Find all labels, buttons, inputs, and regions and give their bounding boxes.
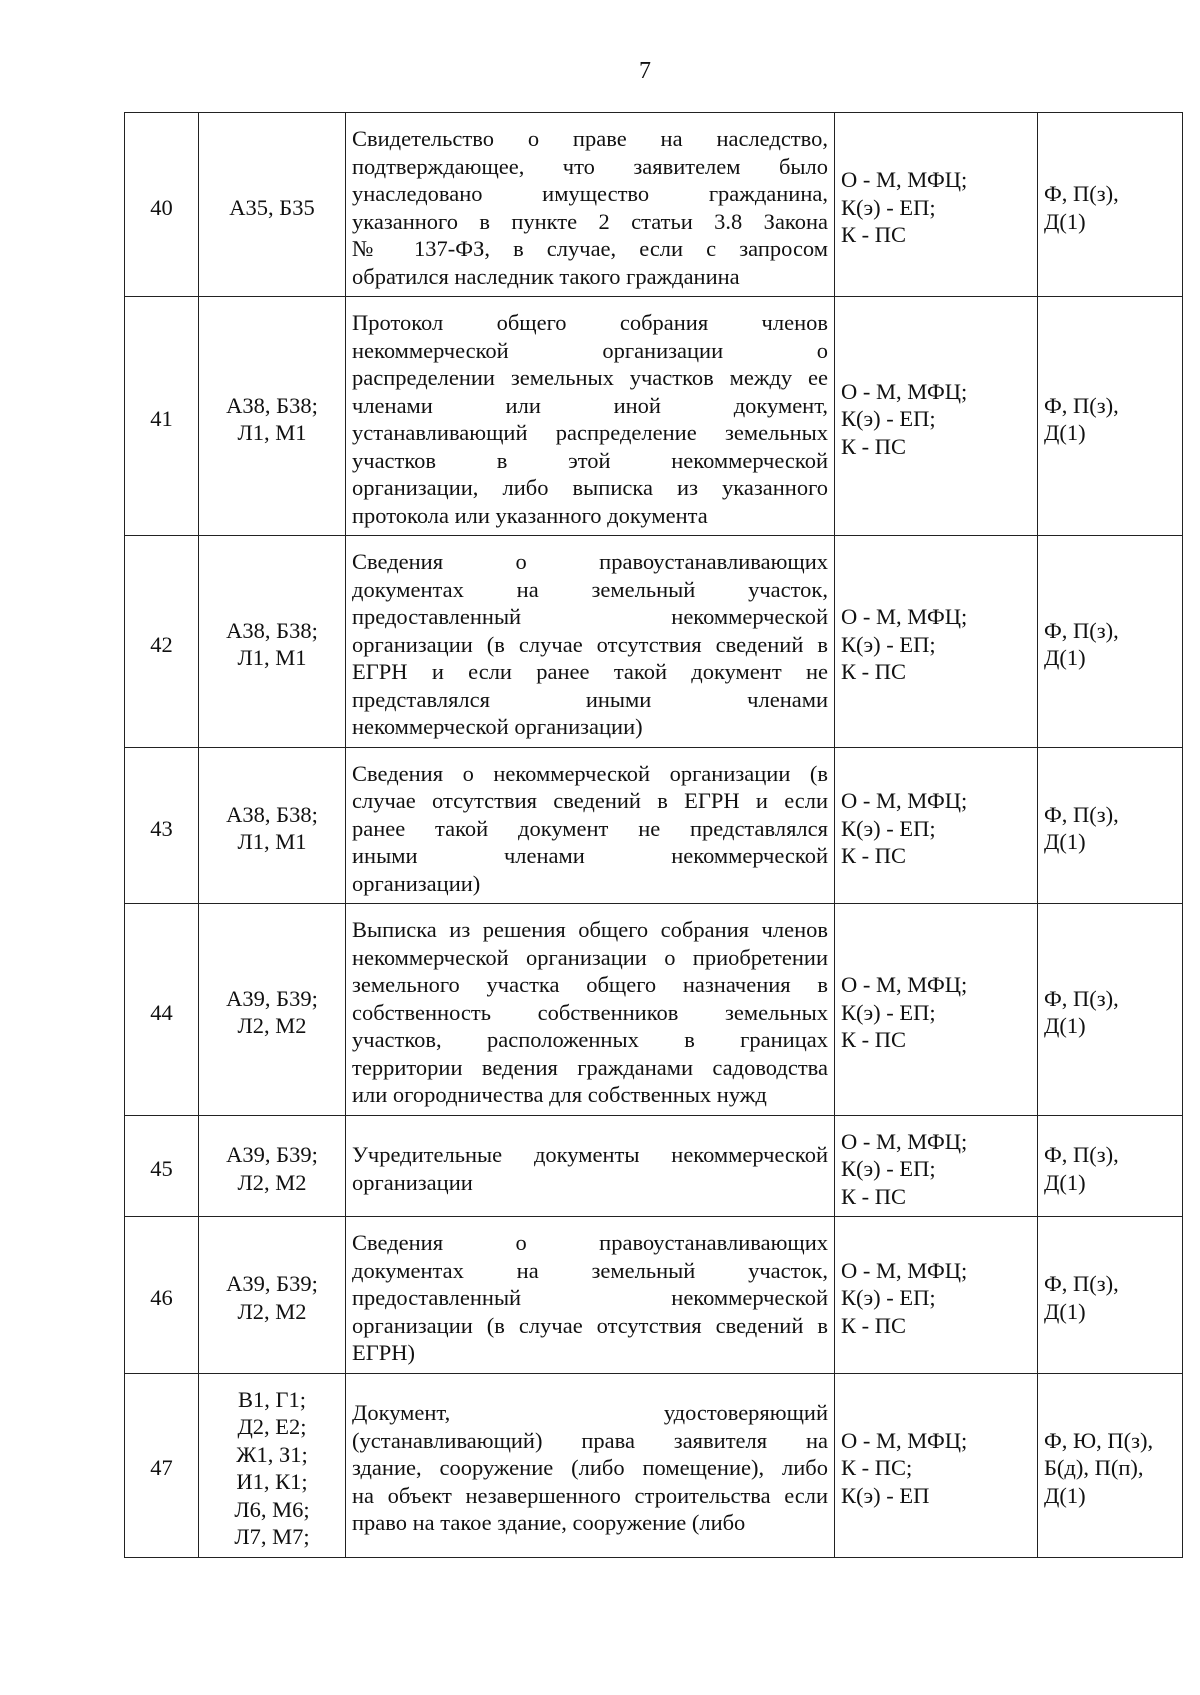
row-submission-method-line: К - ПС bbox=[841, 1183, 907, 1209]
row-document-line: Документ, удостоверяющий bbox=[352, 1400, 828, 1426]
row-submission-method-line: К - ПС; bbox=[841, 1455, 913, 1481]
row-codes-line: Л1, М1 bbox=[237, 829, 307, 855]
row-codes-line: Л1, М1 bbox=[237, 420, 307, 445]
row-codes-line: А39, Б39; bbox=[226, 1271, 318, 1297]
row-document-line: ранее такой документ не представлялся bbox=[352, 815, 828, 841]
row-codes-line: Л7, М7; bbox=[234, 1524, 310, 1549]
row-codes-line: А38, Б38; bbox=[226, 392, 318, 418]
row-codes bbox=[199, 1115, 346, 1217]
row-document-line: указанного в пункте 2 статьи 3.8 Закона bbox=[352, 208, 828, 234]
row-codes bbox=[199, 904, 346, 1116]
row-applicant-category bbox=[1038, 113, 1183, 297]
row-document-line: Сведения о правоустанавливающих bbox=[352, 549, 828, 574]
row-document-line: Учредительные документы некоммерческой bbox=[352, 1142, 828, 1168]
row-applicant-category-line: Д(1) bbox=[1044, 208, 1086, 234]
table-row bbox=[125, 1115, 1183, 1217]
row-document-line: собственность собственников земельных bbox=[352, 999, 828, 1025]
row-applicant-category-line: Д(1) bbox=[1044, 1013, 1086, 1039]
row-number: 43 bbox=[125, 747, 199, 904]
row-document-line: протокола или указанного документа bbox=[352, 502, 708, 528]
row-number: 42 bbox=[125, 536, 199, 748]
row-document-line: членами или иной документ, bbox=[352, 392, 828, 418]
row-codes-line: А38, Б38; bbox=[226, 617, 318, 643]
row-applicant-category bbox=[1038, 904, 1183, 1116]
row-applicant-category-line: Ф, Ю, П(з), bbox=[1044, 1427, 1154, 1453]
row-codes bbox=[199, 1217, 346, 1374]
row-applicant-category-line: Д(1) bbox=[1044, 1482, 1086, 1508]
row-document-line: некоммерческой организации о bbox=[352, 337, 828, 363]
row-codes-line: Д2, Е2; bbox=[237, 1414, 307, 1439]
row-applicant-category-line: Ф, П(з), bbox=[1044, 617, 1119, 643]
row-number: 45 bbox=[125, 1115, 199, 1217]
row-applicant-category bbox=[1038, 1217, 1183, 1374]
row-codes-line: Л2, М2 bbox=[237, 1169, 307, 1195]
row-codes-line: Ж1, З1; bbox=[236, 1441, 308, 1467]
row-applicant-category-line: Ф, П(з), bbox=[1044, 801, 1119, 827]
row-submission-method-line: О - М, МФЦ; bbox=[841, 972, 968, 997]
row-number: 47 bbox=[125, 1373, 199, 1557]
row-submission-method bbox=[835, 747, 1038, 904]
row-document-line: организации (в случае отсутствия сведений в bbox=[352, 1312, 828, 1338]
row-document-line: иными членами некоммерческой bbox=[352, 843, 828, 868]
row-document-line: № 137-ФЗ, в случае, если с запросом bbox=[352, 236, 828, 261]
row-submission-method-line: К(э) - ЕП; bbox=[841, 815, 936, 841]
row-document-line: предоставленный некоммерческой bbox=[352, 1285, 828, 1310]
row-submission-method-line: О - М, МФЦ; bbox=[841, 1427, 968, 1453]
row-codes-line: Л1, М1 bbox=[237, 645, 307, 671]
row-document-line: Сведения о некоммерческой организации (в bbox=[352, 760, 828, 786]
row-document-line: случае отсутствия сведений в ЕГРН и если bbox=[352, 788, 828, 813]
row-document bbox=[346, 904, 835, 1116]
row-applicant-category bbox=[1038, 747, 1183, 904]
row-submission-method bbox=[835, 1373, 1038, 1557]
row-document-line: ЕГРН и если ранее такой документ не bbox=[352, 659, 828, 684]
row-document bbox=[346, 1217, 835, 1374]
table-row bbox=[125, 113, 1183, 297]
row-document-line: некоммерческой организации) bbox=[352, 714, 643, 739]
row-document bbox=[346, 536, 835, 748]
row-document-line: документах на земельный участок, bbox=[352, 1257, 828, 1283]
row-document-line: распределении земельных участков между ее bbox=[352, 365, 828, 390]
row-applicant-category-line: Б(д), П(п), bbox=[1044, 1455, 1144, 1481]
row-document-line: Протокол общего собрания членов bbox=[352, 310, 828, 335]
row-document-line: или огородничества для собственных нужд bbox=[352, 1082, 767, 1107]
row-codes bbox=[199, 297, 346, 536]
table-row bbox=[125, 1373, 1183, 1557]
row-codes-line: Л2, М2 bbox=[237, 1013, 307, 1039]
row-codes-line: А35, Б35 bbox=[229, 194, 315, 220]
row-document-line: Выписка из решения общего собрания членов bbox=[352, 917, 828, 942]
row-codes bbox=[199, 113, 346, 297]
row-applicant-category-line: Д(1) bbox=[1044, 1298, 1086, 1324]
row-submission-method bbox=[835, 113, 1038, 297]
row-document-line: подтверждающее, что заявителем было bbox=[352, 153, 828, 179]
row-document-line: Сведения о правоустанавливающих bbox=[352, 1230, 828, 1255]
row-document-line: Свидетельство о праве на наследство, bbox=[352, 126, 828, 151]
row-applicant-category-line: Д(1) bbox=[1044, 1169, 1086, 1195]
row-applicant-category-line: Ф, П(з), bbox=[1044, 1271, 1119, 1297]
row-document-line: некоммерческой организации о приобретении bbox=[352, 944, 828, 970]
page-number: 7 bbox=[639, 58, 651, 84]
row-document-line: устанавливающий распределение земельных bbox=[352, 420, 828, 445]
row-submission-method bbox=[835, 1217, 1038, 1374]
row-applicant-category-line: Ф, П(з), bbox=[1044, 1142, 1119, 1168]
table-row bbox=[125, 536, 1183, 748]
row-submission-method bbox=[835, 536, 1038, 748]
row-document bbox=[346, 1115, 835, 1217]
row-submission-method-line: О - М, МФЦ; bbox=[841, 604, 968, 629]
row-document bbox=[346, 1373, 835, 1557]
row-document bbox=[346, 113, 835, 297]
row-number: 44 bbox=[125, 904, 199, 1116]
row-document-line: обратился наследник такого гражданина bbox=[352, 263, 740, 289]
row-document-line: организации, либо выписка из указанного bbox=[352, 475, 828, 500]
row-document-line: здание, сооружение (либо помещение), либо bbox=[352, 1455, 828, 1481]
row-submission-method-line: О - М, МФЦ; bbox=[841, 1128, 968, 1154]
row-document-line: организации) bbox=[352, 870, 481, 896]
row-codes bbox=[199, 747, 346, 904]
row-codes-line: В1, Г1; bbox=[237, 1386, 307, 1412]
row-number: 40 bbox=[125, 113, 199, 297]
row-document bbox=[346, 297, 835, 536]
row-document-line: (устанавливающий) права заявителя на bbox=[352, 1427, 828, 1453]
row-document-line: участков в этой некоммерческой bbox=[352, 447, 828, 473]
row-submission-method-line: К - ПС bbox=[841, 1312, 907, 1338]
row-codes-line: Л2, М2 bbox=[237, 1298, 307, 1324]
row-document-line: представлялся иными членами bbox=[352, 686, 828, 712]
row-applicant-category-line: Д(1) bbox=[1044, 420, 1086, 445]
row-applicant-category-line: Ф, П(з), bbox=[1044, 181, 1119, 206]
row-document-line: предоставленный некоммерческой bbox=[352, 604, 828, 629]
row-codes-line: Л6, М6; bbox=[234, 1496, 310, 1522]
row-document-line: организации bbox=[352, 1169, 473, 1195]
row-submission-method-line: К(э) - ЕП; bbox=[841, 194, 936, 220]
row-applicant-category bbox=[1038, 536, 1183, 748]
row-submission-method-line: О - М, МФЦ; bbox=[841, 788, 968, 813]
row-codes-line: А38, Б38; bbox=[226, 801, 318, 827]
row-document bbox=[346, 747, 835, 904]
row-applicant-category bbox=[1038, 297, 1183, 536]
row-applicant-category bbox=[1038, 1115, 1183, 1217]
row-submission-method bbox=[835, 297, 1038, 536]
row-submission-method bbox=[835, 1115, 1038, 1217]
row-number: 46 bbox=[125, 1217, 199, 1374]
table-row bbox=[125, 297, 1183, 536]
row-submission-method-line: К(э) - ЕП; bbox=[841, 631, 936, 657]
row-codes-line: А39, Б39; bbox=[226, 1142, 318, 1168]
row-document-line: ЕГРН) bbox=[352, 1340, 416, 1365]
row-submission-method-line: К - ПС bbox=[841, 222, 907, 248]
row-codes-line: И1, К1; bbox=[236, 1469, 308, 1494]
row-applicant-category-line: Ф, П(з), bbox=[1044, 392, 1119, 418]
table-row bbox=[125, 747, 1183, 904]
row-document-line: документах на земельный участок, bbox=[352, 576, 828, 602]
row-document-line: участков, расположенных в границах bbox=[352, 1027, 828, 1052]
row-codes-line: А39, Б39; bbox=[226, 985, 318, 1011]
table-row bbox=[125, 1217, 1183, 1374]
row-submission-method-line: К(э) - ЕП bbox=[841, 1482, 930, 1508]
row-submission-method-line: К - ПС bbox=[841, 659, 907, 684]
row-submission-method-line: К - ПС bbox=[841, 1027, 907, 1052]
row-submission-method-line: К(э) - ЕП; bbox=[841, 406, 936, 432]
row-number: 41 bbox=[125, 297, 199, 536]
row-submission-method-line: К(э) - ЕП; bbox=[841, 999, 936, 1025]
row-submission-method-line: К(э) - ЕП; bbox=[841, 1156, 936, 1181]
table-row bbox=[125, 904, 1183, 1116]
row-document-line: право на такое здание, сооружение (либо bbox=[352, 1510, 746, 1536]
row-submission-method-line: К - ПС bbox=[841, 433, 907, 459]
row-applicant-category-line: Ф, П(з), bbox=[1044, 985, 1119, 1011]
row-codes bbox=[199, 536, 346, 748]
row-document-line: на объект незавершенного строительства если bbox=[352, 1482, 828, 1508]
row-codes bbox=[199, 1373, 346, 1557]
row-document-line: территории ведения гражданами садоводства bbox=[352, 1054, 828, 1080]
row-applicant-category-line: Д(1) bbox=[1044, 829, 1086, 855]
row-document-line: организации (в случае отсутствия сведений в bbox=[352, 631, 828, 657]
row-submission-method-line: О - М, МФЦ; bbox=[841, 378, 968, 404]
row-submission-method-line: К(э) - ЕП; bbox=[841, 1285, 936, 1310]
document-table bbox=[124, 112, 1183, 1558]
row-document-line: земельного участка общего назначения в bbox=[352, 972, 828, 997]
row-submission-method-line: К - ПС bbox=[841, 843, 907, 868]
row-document-line: унаследовано имущество гражданина, bbox=[352, 181, 828, 206]
row-submission-method bbox=[835, 904, 1038, 1116]
row-applicant-category-line: Д(1) bbox=[1044, 645, 1086, 671]
row-applicant-category bbox=[1038, 1373, 1183, 1557]
row-submission-method-line: О - М, МФЦ; bbox=[841, 1257, 968, 1283]
row-submission-method-line: О - М, МФЦ; bbox=[841, 167, 968, 193]
